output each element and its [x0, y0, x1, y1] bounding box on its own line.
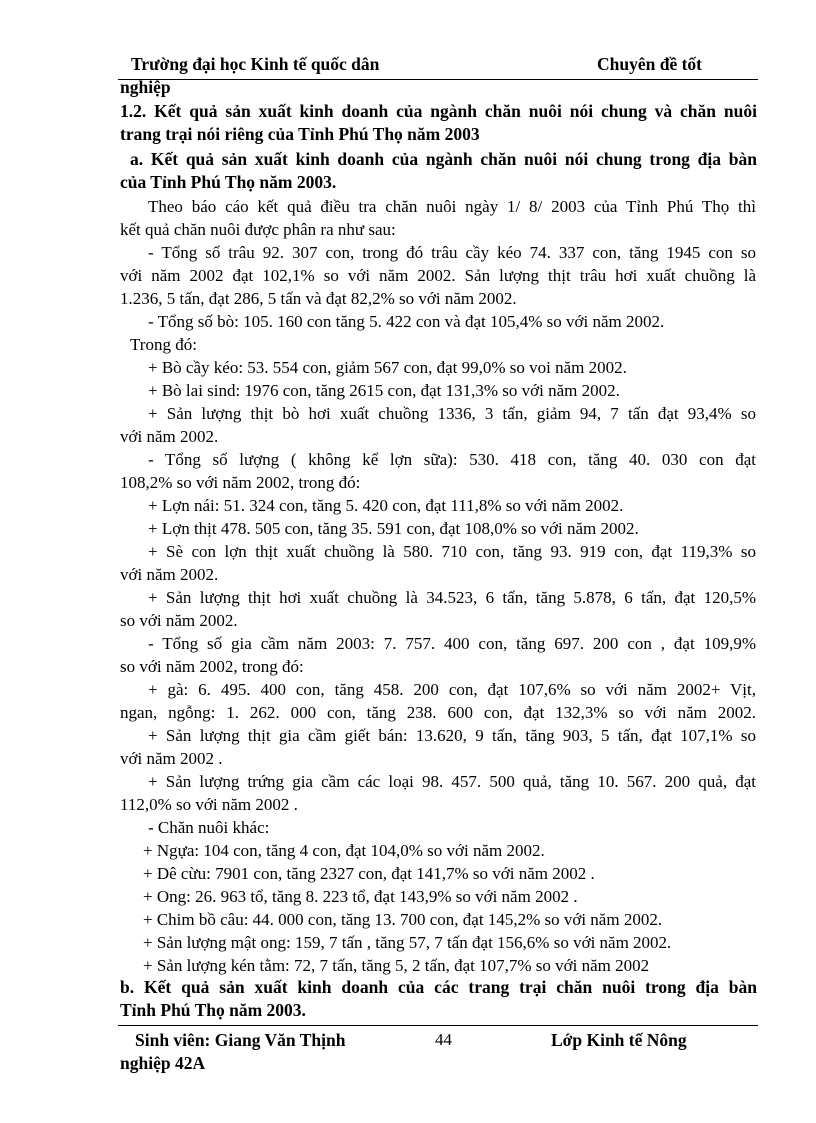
paragraph-line: - Tổng số bò: 105. 160 con tăng 5. 422 con và đạt 105,4% so với năm 2002. [148, 312, 665, 331]
header-university: Trường đại học Kinh tế quốc dân [131, 54, 380, 74]
section-heading-continued: trang trại nói riêng của Tỉnh Phú Thọ năm 2003 [120, 124, 480, 144]
subsection-heading-a: a. Kết quả sản xuất kinh doanh của ngành chăn nuôi nói chung trong địa bàn [130, 149, 757, 169]
list-item: + Ngựa: 104 con, tăng 4 con, đạt 104,0% so với năm 2002. [143, 841, 545, 860]
paragraph-line: - Tổng số trâu 92. 307 con, trong đó trâu cầy kéo 74. 337 con, tăng 1945 con so [148, 243, 756, 262]
list-item: + Sản lượng thịt bò hơi xuất chuồng 1336, 3 tấn, giảm 94, 7 tấn đạt 93,4% so [148, 404, 756, 423]
footer-rule [118, 1025, 758, 1026]
footer-student-name: Sinh viên: Giang Văn Thịnh [135, 1030, 346, 1050]
header-doc-type-continued: nghiệp [120, 77, 171, 97]
page-number: 44 [435, 1030, 452, 1049]
subsection-heading-b-continued: Tỉnh Phú Thọ năm 2003. [120, 1000, 306, 1020]
list-item-continued: với năm 2002 . [120, 749, 223, 768]
list-item: + Bò lai sind: 1976 con, tăng 2615 con, đạt 131,3% so với năm 2002. [148, 381, 620, 400]
list-item: + Sản lượng thịt hơi xuất chuồng là 34.523, 6 tấn, tăng 5.878, 6 tấn, đạt 120,5% [148, 588, 756, 607]
footer-class: Lớp Kinh tế Nông [551, 1030, 687, 1050]
list-item: + Sè con lợn thịt xuất chuồng là 580. 710 con, tăng 93. 919 con, đạt 119,3% so [148, 542, 756, 561]
paragraph-line: kết quả chăn nuôi được phân ra như sau: [120, 220, 396, 239]
list-item: + Sản lượng kén tằm: 72, 7 tấn, tăng 5, 2 tấn, đạt 107,7% so với năm 2002 [143, 956, 650, 975]
list-item: + gà: 6. 495. 400 con, tăng 458. 200 con, đạt 107,6% so với năm 2002+ Vịt, [148, 680, 756, 699]
list-item-continued: 112,0% so với năm 2002 . [120, 795, 298, 814]
list-item: + Chim bồ câu: 44. 000 con, tăng 13. 700 con, đạt 145,2% so với năm 2002. [143, 910, 663, 929]
paragraph-line: Trong đó: [130, 335, 197, 354]
list-item: + Sản lượng thịt gia cầm giết bán: 13.620, 9 tấn, tăng 903, 5 tấn, đạt 107,1% so [148, 726, 756, 745]
subsection-heading-a-continued: của Tỉnh Phú Thọ năm 2003. [120, 172, 337, 192]
paragraph-line: Theo báo cáo kết quả điều tra chăn nuôi ngày 1/ 8/ 2003 của Tỉnh Phú Thọ thì [148, 197, 756, 216]
paragraph-line: với năm 2002 đạt 102,1% so với năm 2002. Sản lượng thịt trâu hơi xuất chuồng là [120, 266, 756, 285]
paragraph-line: so với năm 2002, trong đó: [120, 657, 304, 676]
list-item: + Sản lượng mật ong: 159, 7 tấn , tăng 57, 7 tấn đạt 156,6% so với năm 2002. [143, 933, 672, 952]
list-item: + Sản lượng trứng gia cầm các loại 98. 457. 500 quả, tăng 10. 567. 200 quả, đạt [148, 772, 756, 791]
header-doc-type: Chuyên đề tốt [597, 54, 703, 74]
paragraph-line: - Tổng số lượng ( không kể lợn sữa): 530. 418 con, tăng 40. 030 con đạt [148, 450, 756, 469]
footer-class-continued: nghiệp 42A [120, 1053, 206, 1073]
list-item: + Ong: 26. 963 tổ, tăng 8. 223 tổ, đạt 143,9% so với năm 2002 . [143, 887, 578, 906]
list-item: + Lợn thịt 478. 505 con, tăng 35. 591 con, đạt 108,0% so với năm 2002. [148, 519, 639, 538]
list-item-continued: với năm 2002. [120, 427, 219, 446]
paragraph-line: 108,2% so với năm 2002, trong đó: [120, 473, 361, 492]
section-heading: 1.2. Kết quả sản xuất kinh doanh của ngành chăn nuôi nói chung và chăn nuôi [120, 101, 757, 121]
list-item: + Bò cầy kéo: 53. 554 con, giảm 567 con, đạt 99,0% so voi năm 2002. [148, 358, 627, 377]
list-item: + Lợn nái: 51. 324 con, tăng 5. 420 con, đạt 111,8% so với năm 2002. [148, 496, 624, 515]
list-item-continued: so với năm 2002. [120, 611, 238, 630]
header-rule [118, 79, 758, 80]
subsection-heading-b: b. Kết quả sản xuất kinh doanh của các trang trại chăn nuôi trong địa bàn [120, 977, 757, 997]
paragraph-line: 1.236, 5 tấn, đạt 286, 5 tấn và đạt 82,2% so với năm 2002. [120, 289, 517, 308]
list-item: + Dê cừu: 7901 con, tăng 2327 con, đạt 141,7% so với năm 2002 . [143, 864, 595, 883]
list-item-continued: với năm 2002. [120, 565, 219, 584]
paragraph-line: - Tổng số gia cầm năm 2003: 7. 757. 400 con, tăng 697. 200 con , đạt 109,9% [148, 634, 756, 653]
paragraph-line: - Chăn nuôi khác: [148, 818, 270, 837]
list-item-continued: ngan, ngỗng: 1. 262. 000 con, tăng 238. 600 con, đạt 132,3% so với năm 2002. [120, 703, 756, 722]
